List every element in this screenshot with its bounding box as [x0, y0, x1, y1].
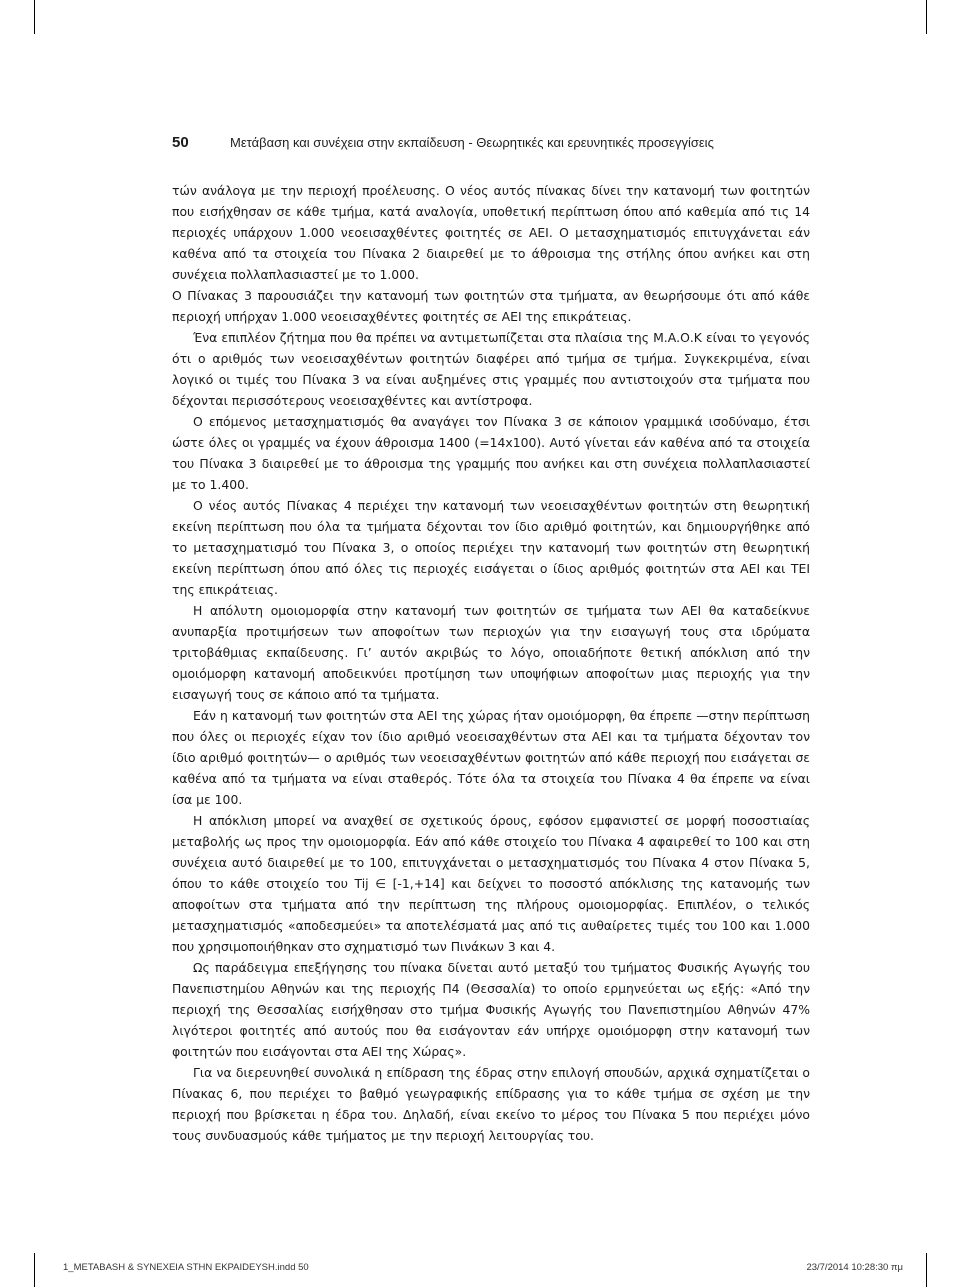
crop-mark	[926, 0, 927, 34]
paragraph: Εάν η κατανομή των φοιτητών στα ΑΕΙ της χώρας ήταν ομοιόμορφη, θα έπρεπε —στην περίπτωση που όλες οι περιοχές είχαν τον ίδιο αριθμό νεοεισαχθέντων στα ΑΕΙ και τα τμήματα δέχονταν τον ίδιο αριθμό φοιτητών— ο αριθμός των νεοεισαχθέντων φοιτητών από κάθε περιοχή που εισάγεται σε καθένα από τα τμήματα να είναι σταθερός. Τότε όλα τα στοιχεία του Πίνακα 4 θα έπρεπε να είναι ίσα με 100.	[172, 708, 810, 807]
slug-timestamp: 23/7/2014 10:28:30 πμ	[806, 1262, 903, 1273]
paragraph: Ως παράδειγμα επεξήγησης του πίνακα δίνεται αυτό μεταξύ του τμήματος Φυσικής Αγωγής του Πανεπιστημίου Αθηνών και της περιοχής Π4 (Θεσσαλία) το οποίο ερμηνεύεται ως εξής: «Από την περιοχή της Θεσσαλίας εισήχθησαν στο τμήμα Φυσικής Αγωγής του Πανεπιστημίου Αθηνών 47% λιγότεροι φοιτητές από αυτούς που θα εισάγονταν εάν υπήρχε ομοιόμορφη στην κατανομή των φοιτητών που εισάγονται στα ΑΕΙ της Χώρας».	[172, 960, 810, 1059]
body-text	[172, 180, 810, 1146]
paragraph: Για να διερευνηθεί συνολικά η επίδραση της έδρας στην επιλογή σπουδών, αρχικά σχηματίζεται ο Πίνακας 6, που περιέχει το βαθμό γεωγραφικής επίδρασης για το κάθε τμήμα σε σχέση με την περιοχή που βρίσκεται η έδρα του. Δηλαδή, είναι εκείνο το μέρος του Πίνακα 5 που περιέχει μόνο τους συνδυασμούς κάθε τμήματος με την περιοχή λειτουργίας του.	[172, 1065, 810, 1143]
paragraph: Ο επόμενος μετασχηματισμός θα αναγάγει τον Πίνακα 3 σε κάποιον γραμμικά ισοδύναμο, έτσι ώστε όλες οι γραμμές να έχουν άθροισμα 1400 (=14x100). Αυτό γίνεται εάν καθένα από τα στοιχεία του Πίνακα 3 διαιρεθεί με το άθροισμα της γραμμής που ανήκει και στη συνέχεια πολλαπλασιαστεί με το 1.400.	[172, 414, 810, 492]
running-head-title: Μετάβαση και συνέχεια στην εκπαίδευση - Θεωρητικές και ερευνητικές προσεγγίσεις	[230, 135, 714, 150]
print-slug	[63, 1262, 903, 1273]
crop-mark	[926, 1253, 927, 1287]
page-number: 50	[172, 134, 189, 151]
paragraph: Η απόκλιση μπορεί να αναχθεί σε σχετικούς όρους, εφόσον εμφανιστεί σε μορφή ποσοστιαίας μεταβολής ως προς την ομοιομορφία. Εάν από κάθε στοιχείο του Πίνακα 4 αφαιρεθεί το 100 και στη συνέχεια αυτό διαιρεθεί με το 100, επιτυγχάνεται ο μετασχηματισμός του Πίνακα 4 στον Πίνακα 5, όπου το κάθε στοιχείο του Tij ∈ [-1,+14] και δείχνει το ποσοστό απόκλισης της κατανομής των αποφοίτων στα τμήματα από την περίπτωση της πλήρους ομοιομορφίας. Επιπλέον, ο τελικός μετασχηματισμός «αποδεσμεύει» τα αποτελέσματά μας από τις αυθαίρετες τιμές του 100 και 1.000 που χρησιμοποιήθηκαν στο σχηματισμό των Πινάκων 3 και 4.	[172, 813, 810, 954]
running-head	[172, 134, 792, 151]
crop-mark	[34, 0, 35, 34]
paragraph: Ένα επιπλέον ζήτημα που θα πρέπει να αντιμετωπίζεται στα πλαίσια της Μ.Α.Ο.Κ είναι το γεγονός ότι ο αριθμός των νεοεισαχθέντων φοιτητών διαφέρει από τμήμα σε τμήμα. Συγκεκριμένα, είναι λογικό οι τιμές του Πίνακα 3 να είναι αυξημένες στις γραμμές που αντιστοιχούν στα τμήματα που δέχονται περισσότερους νεοεισαχθέντες και αντίστροφα.	[172, 330, 810, 408]
slug-file-name: 1_METABASH & SYNEXEIA STHN EKPAIDEYSH.indd 50	[63, 1262, 309, 1273]
paragraph: τών ανάλογα με την περιοχή προέλευσης. Ο νέος αυτός πίνακας δίνει την κατανομή των φοιτητών που εισήχθησαν σε κάθε τμήμα, κατά αναλογία, υποθετική περίπτωση όπου από καθεμία από τις 14 περιοχές υπάρχουν 1.000 νεοεισαχθέντες φοιτητές σε ΑΕΙ. Ο μετασχηματισμός επιτυγχάνεται εάν καθένα από τα στοιχεία του Πίνακα 2 διαιρεθεί με το άθροισμα της στήλης όπου ανήκει και στη συνέχεια πολλαπλασιαστεί με το 1.000.	[172, 183, 810, 282]
crop-mark	[34, 1253, 35, 1287]
paragraph: Ο νέος αυτός Πίνακας 4 περιέχει την κατανομή των νεοεισαχθέντων φοιτητών στη θεωρητική εκείνη περίπτωση που όλα τα τμήματα δέχονται τον ίδιο αριθμό φοιτητών, και δημιουργήθηκε από το μετασχηματισμό του Πίνακα 3, ο οποίος περιέχει την κατανομή των φοιτητών στη θεωρητική εκείνη περίπτωση όπου από όλες τις περιοχές εισάγεται ο ίδιος αριθμός φοιτητών στα ΑΕΙ και ΤΕΙ της επικράτειας.	[172, 498, 810, 597]
paragraph: Η απόλυτη ομοιομορφία στην κατανομή των φοιτητών σε τμήματα των ΑΕΙ θα καταδείκνυε ανυπαρξία προτιμήσεων των αποφοίτων των περιοχών για την εισαγωγή τους στα ιδρύματα τριτοβάθμιας εκπαίδευσης. Γι’ αυτόν ακριβώς το λόγο, οποιαδήποτε θετική απόκλιση από την ομοιόμορφη κατανομή αποδεικνύει προτίμηση των υποψήφιων αποφοίτων μιας περιοχής για την εισαγωγή τους σε κάποιο από τα τμήματα.	[172, 603, 810, 702]
paragraph: Ο Πίνακας 3 παρουσιάζει την κατανομή των φοιτητών στα τμήματα, αν θεωρήσουμε ότι από κάθε περιοχή υπήρχαν 1.000 νεοεισαχθέντες φοιτητές σε ΑΕΙ της επικράτειας.	[172, 288, 810, 324]
